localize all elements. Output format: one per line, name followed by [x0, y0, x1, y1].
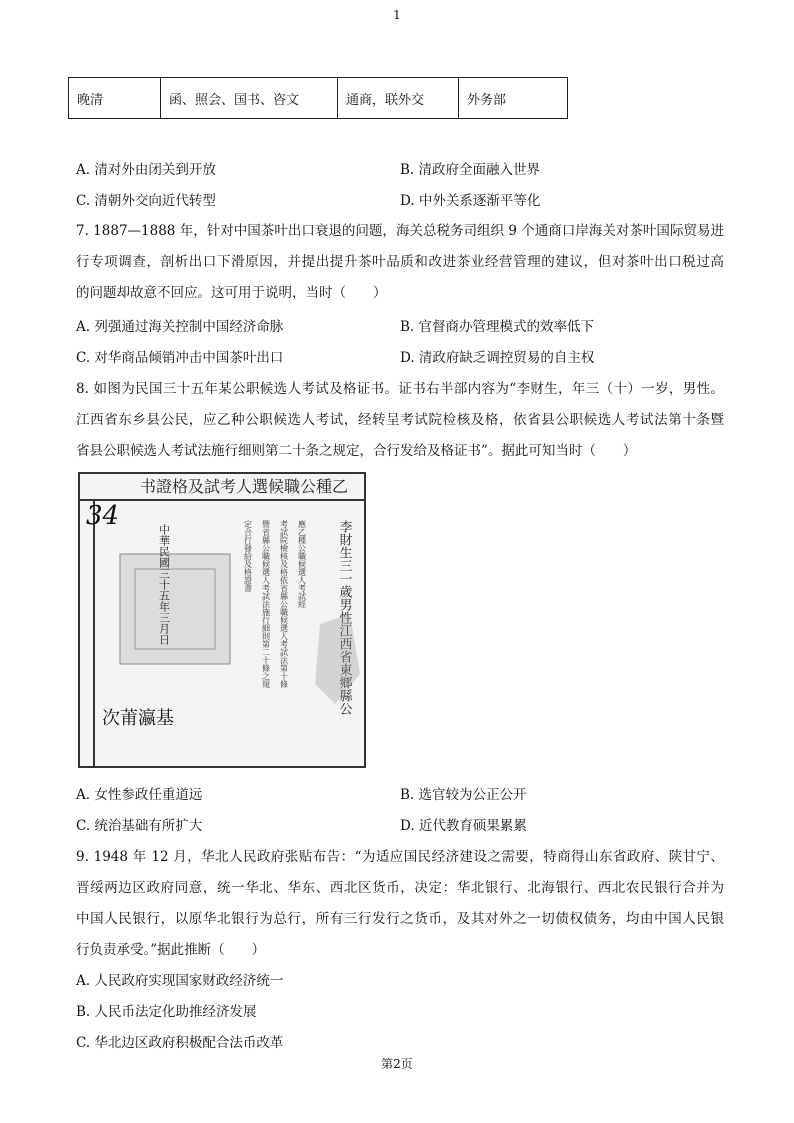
certificate-date: 中華民國三十五年三月日 [157, 524, 171, 645]
q7-stem-line: 行专项调查，剖析出口下滑原因，并提出提升茶叶品质和改进茶业经营管理的建议，但对茶叶出口税过高 [76, 254, 724, 270]
q7-stem-line: 7. 1887—1888 年，针对中国茶叶出口衰退的问题，海关总税务司组织 9 个通商口岸海关对茶叶国际贸易进 [76, 223, 724, 239]
q9-option-b: B. 人民币法定化助推经济发展 [76, 1004, 257, 1020]
certificate-column: 暨省縣公職候選人考試法施行細則第二十條之規 [261, 520, 271, 688]
q7-option-a: A. 列强通过海关控制中国经济命脉 [76, 319, 284, 335]
certificate-header: 书證格及試考人選候職公種乙 [139, 477, 348, 496]
certificate-column: 定合行發給及格證書 [243, 520, 253, 592]
q9-stem-line: 行负责承受。”据此推断（ ） [76, 942, 266, 958]
q6-option-d: D. 中外关系逐渐平等化 [400, 193, 541, 209]
q6-option-a: A. 清对外由闭关到开放 [76, 162, 216, 178]
page-footer: 第2页 [381, 1057, 413, 1071]
q7-option-d: D. 清政府缺乏调控贸易的自主权 [400, 350, 595, 366]
certificate-signature: 次莆瀛基 [102, 708, 174, 729]
q9-stem-line: 晋绥两边区政府同意，统一华北、华东、西北区货币，决定：华北银行、北海银行、西北农民银行合并为 [76, 880, 724, 896]
q7-stem-line: 的问题却故意不回应。这可用于说明，当时（ ） [76, 285, 387, 301]
table-cell: 外务部 [459, 78, 568, 119]
certificate-column: 考試院檢核及格依省縣公職候選人考試法第十條 [279, 520, 289, 688]
q9-option-c: C. 华北边区政府积极配合法币改革 [76, 1035, 284, 1051]
page-top-number: 1 [393, 8, 401, 22]
q8-stem-line: 8. 如图为民国三十五年某公职候选人考试及格证书。证书右半部内容为“李财生，年三（十）一岁，男性。 [76, 381, 724, 397]
certificate-column: 應乙種公職候選人考試經 [297, 520, 307, 608]
q9-stem-line: 中国人民银行，以原华北银行为总行，所有三行发行之货币，及其对外之一切债权债务，均由中国人民银 [76, 911, 724, 927]
dynasty-table [68, 77, 568, 119]
certificate-photo [78, 472, 366, 768]
q7-option-c: C. 对华商品倾销冲击中国茶叶出口 [76, 350, 284, 366]
q7-option-b: B. 官督商办管理模式的效率低下 [400, 319, 595, 335]
q8-option-c: C. 统治基础有所扩大 [76, 818, 203, 834]
q8-option-a: A. 女性参政任重道远 [76, 787, 203, 803]
table-row [69, 78, 568, 119]
table-cell: 函、照会、国书、咨文 [161, 78, 338, 119]
official-seal [120, 554, 230, 664]
q9-option-a: A. 人民政府实现国家财政经济统一 [76, 973, 284, 989]
q8-stem-line: 江西省东乡县公民，应乙种公职候选人考试，经转呈考试院检核及格，依省县公职候选人考试法第十条暨 [76, 412, 724, 428]
q6-option-c: C. 清朝外交向近代转型 [76, 193, 216, 209]
certificate-column: 李財生三一歲男性江西省東鄉縣公 [336, 520, 352, 715]
q9-stem-line: 9. 1948 年 12 月，华北人民政府张贴布告：“为适应国民经济建设之需要，特商得山东省政府、陕甘宁、 [76, 849, 724, 865]
q8-option-b: B. 选官较为公正公开 [400, 787, 527, 803]
certificate-number: 34 [86, 501, 120, 531]
table-cell: 晚清 [69, 78, 161, 119]
q8-option-d: D. 近代教育硕果累累 [400, 818, 527, 834]
table-cell: 通商，联外交 [338, 78, 459, 119]
q8-stem-line: 省县公职候选人考试法施行细则第二十条之规定，合行发给及格证书”。据此可知当时（ ） [76, 443, 637, 459]
q6-option-b: B. 清政府全面融入世界 [400, 162, 541, 178]
